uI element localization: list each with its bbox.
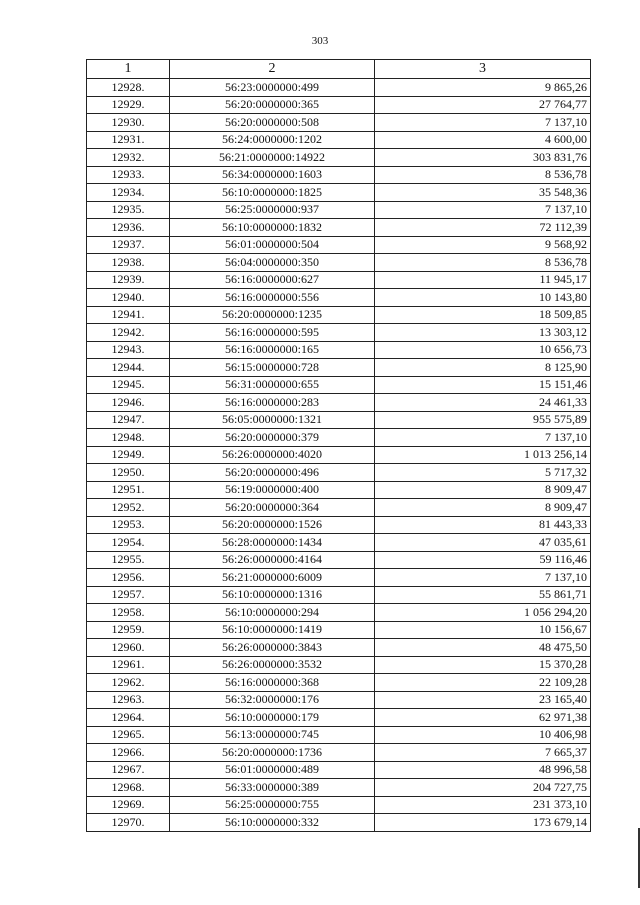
table-row [87, 674, 591, 692]
row-number-cell: 12939. [87, 271, 170, 289]
table-row [87, 796, 591, 814]
row-number-cell: 12947. [87, 411, 170, 429]
table-row [87, 306, 591, 324]
value-cell: 955 575,89 [375, 411, 591, 429]
table-row [87, 324, 591, 342]
cadastral-number-cell: 56:20:0000000:1235 [170, 306, 375, 324]
row-number-cell: 12955. [87, 551, 170, 569]
cadastral-number-cell: 56:20:0000000:364 [170, 499, 375, 517]
row-number-cell: 12934. [87, 184, 170, 202]
table-row [87, 114, 591, 132]
table-row [87, 359, 591, 377]
row-number-cell: 12957. [87, 586, 170, 604]
column-header-1: 1 [87, 60, 170, 79]
table-header [87, 60, 591, 79]
table-row [87, 639, 591, 657]
cadastral-number-cell: 56:20:0000000:496 [170, 464, 375, 482]
table-row [87, 149, 591, 167]
row-number-cell: 12965. [87, 726, 170, 744]
value-cell: 7 137,10 [375, 569, 591, 587]
cadastral-number-cell: 56:01:0000000:489 [170, 761, 375, 779]
value-cell: 7 137,10 [375, 429, 591, 447]
value-cell: 62 971,38 [375, 709, 591, 727]
row-number-cell: 12950. [87, 464, 170, 482]
cadastral-number-cell: 56:16:0000000:556 [170, 289, 375, 307]
table-row [87, 271, 591, 289]
value-cell: 8 536,78 [375, 166, 591, 184]
table-row [87, 551, 591, 569]
value-cell: 7 665,37 [375, 744, 591, 762]
value-cell: 303 831,76 [375, 149, 591, 167]
value-cell: 27 764,77 [375, 96, 591, 114]
cadastral-number-cell: 56:16:0000000:368 [170, 674, 375, 692]
cadastral-number-cell: 56:23:0000000:499 [170, 79, 375, 97]
row-number-cell: 12951. [87, 481, 170, 499]
cadastral-number-cell: 56:15:0000000:728 [170, 359, 375, 377]
value-cell: 48 996,58 [375, 761, 591, 779]
value-cell: 4 600,00 [375, 131, 591, 149]
table-row [87, 254, 591, 272]
cadastral-number-cell: 56:16:0000000:627 [170, 271, 375, 289]
table-row [87, 411, 591, 429]
cadastral-number-cell: 56:20:0000000:508 [170, 114, 375, 132]
row-number-cell: 12952. [87, 499, 170, 517]
cadastral-number-cell: 56:31:0000000:655 [170, 376, 375, 394]
row-number-cell: 12929. [87, 96, 170, 114]
table-row [87, 761, 591, 779]
value-cell: 59 116,46 [375, 551, 591, 569]
cadastral-number-cell: 56:16:0000000:283 [170, 394, 375, 412]
row-number-cell: 12933. [87, 166, 170, 184]
cadastral-number-cell: 56:25:0000000:937 [170, 201, 375, 219]
cadastral-number-cell: 56:25:0000000:755 [170, 796, 375, 814]
row-number-cell: 12959. [87, 621, 170, 639]
cadastral-number-cell: 56:20:0000000:1526 [170, 516, 375, 534]
row-number-cell: 12948. [87, 429, 170, 447]
row-number-cell: 12938. [87, 254, 170, 272]
value-cell: 22 109,28 [375, 674, 591, 692]
table-row [87, 569, 591, 587]
row-number-cell: 12970. [87, 814, 170, 832]
column-header-2: 2 [170, 60, 375, 79]
table-row [87, 289, 591, 307]
row-number-cell: 12968. [87, 779, 170, 797]
table-row [87, 481, 591, 499]
row-number-cell: 12941. [87, 306, 170, 324]
cadastral-number-cell: 56:04:0000000:350 [170, 254, 375, 272]
table-body [87, 79, 591, 832]
value-cell: 1 056 294,20 [375, 604, 591, 622]
value-cell: 204 727,75 [375, 779, 591, 797]
table-row [87, 464, 591, 482]
cadastral-number-cell: 56:20:0000000:365 [170, 96, 375, 114]
row-number-cell: 12956. [87, 569, 170, 587]
cadastral-number-cell: 56:10:0000000:179 [170, 709, 375, 727]
table-row [87, 341, 591, 359]
value-cell: 7 137,10 [375, 201, 591, 219]
cadastral-number-cell: 56:10:0000000:294 [170, 604, 375, 622]
value-cell: 231 373,10 [375, 796, 591, 814]
row-number-cell: 12967. [87, 761, 170, 779]
page-number: 303 [311, 35, 329, 47]
row-number-cell: 12937. [87, 236, 170, 254]
cadastral-number-cell: 56:10:0000000:332 [170, 814, 375, 832]
header-row [87, 60, 591, 79]
row-number-cell: 12964. [87, 709, 170, 727]
value-cell: 18 509,85 [375, 306, 591, 324]
value-cell: 8 536,78 [375, 254, 591, 272]
table-row [87, 604, 591, 622]
value-cell: 173 679,14 [375, 814, 591, 832]
row-number-cell: 12962. [87, 674, 170, 692]
value-cell: 35 548,36 [375, 184, 591, 202]
value-cell: 1 013 256,14 [375, 446, 591, 464]
cadastral-number-cell: 56:05:0000000:1321 [170, 411, 375, 429]
row-number-cell: 12963. [87, 691, 170, 709]
registry-table [86, 59, 591, 832]
value-cell: 8 909,47 [375, 499, 591, 517]
cadastral-number-cell: 56:13:0000000:745 [170, 726, 375, 744]
table-row [87, 779, 591, 797]
table-row [87, 236, 591, 254]
table-row [87, 499, 591, 517]
row-number-cell: 12936. [87, 219, 170, 237]
cadastral-number-cell: 56:34:0000000:1603 [170, 166, 375, 184]
row-number-cell: 12960. [87, 639, 170, 657]
value-cell: 9 865,26 [375, 79, 591, 97]
row-number-cell: 12935. [87, 201, 170, 219]
cadastral-number-cell: 56:24:0000000:1202 [170, 131, 375, 149]
value-cell: 55 861,71 [375, 586, 591, 604]
value-cell: 9 568,92 [375, 236, 591, 254]
row-number-cell: 12958. [87, 604, 170, 622]
value-cell: 5 717,32 [375, 464, 591, 482]
value-cell: 48 475,50 [375, 639, 591, 657]
cadastral-number-cell: 56:26:0000000:3532 [170, 656, 375, 674]
table-row [87, 534, 591, 552]
cadastral-number-cell: 56:10:0000000:1419 [170, 621, 375, 639]
table-row [87, 656, 591, 674]
table-row [87, 709, 591, 727]
value-cell: 15 151,46 [375, 376, 591, 394]
row-number-cell: 12930. [87, 114, 170, 132]
table-row [87, 376, 591, 394]
row-number-cell: 12931. [87, 131, 170, 149]
table-row [87, 219, 591, 237]
value-cell: 10 156,67 [375, 621, 591, 639]
row-number-cell: 12966. [87, 744, 170, 762]
cadastral-number-cell: 56:21:0000000:6009 [170, 569, 375, 587]
table-row [87, 691, 591, 709]
cadastral-number-cell: 56:10:0000000:1825 [170, 184, 375, 202]
row-number-cell: 12961. [87, 656, 170, 674]
table-row [87, 394, 591, 412]
cadastral-number-cell: 56:26:0000000:4164 [170, 551, 375, 569]
table-row [87, 201, 591, 219]
cadastral-number-cell: 56:16:0000000:595 [170, 324, 375, 342]
value-cell: 81 443,33 [375, 516, 591, 534]
value-cell: 13 303,12 [375, 324, 591, 342]
cadastral-number-cell: 56:26:0000000:4020 [170, 446, 375, 464]
row-number-cell: 12944. [87, 359, 170, 377]
table-row [87, 744, 591, 762]
row-number-cell: 12969. [87, 796, 170, 814]
value-cell: 8 125,90 [375, 359, 591, 377]
column-header-3: 3 [375, 60, 591, 79]
cadastral-number-cell: 56:01:0000000:504 [170, 236, 375, 254]
value-cell: 10 656,73 [375, 341, 591, 359]
row-number-cell: 12945. [87, 376, 170, 394]
value-cell: 11 945,17 [375, 271, 591, 289]
table-row [87, 586, 591, 604]
value-cell: 24 461,33 [375, 394, 591, 412]
row-number-cell: 12928. [87, 79, 170, 97]
cadastral-number-cell: 56:10:0000000:1316 [170, 586, 375, 604]
cadastral-number-cell: 56:33:0000000:389 [170, 779, 375, 797]
row-number-cell: 12946. [87, 394, 170, 412]
row-number-cell: 12943. [87, 341, 170, 359]
table-row [87, 184, 591, 202]
row-number-cell: 12932. [87, 149, 170, 167]
cadastral-number-cell: 56:26:0000000:3843 [170, 639, 375, 657]
cadastral-number-cell: 56:20:0000000:379 [170, 429, 375, 447]
table-row [87, 446, 591, 464]
table-row [87, 166, 591, 184]
row-number-cell: 12953. [87, 516, 170, 534]
cadastral-number-cell: 56:28:0000000:1434 [170, 534, 375, 552]
table-row [87, 131, 591, 149]
value-cell: 47 035,61 [375, 534, 591, 552]
table-row [87, 429, 591, 447]
cadastral-number-cell: 56:16:0000000:165 [170, 341, 375, 359]
table-row [87, 621, 591, 639]
cadastral-number-cell: 56:19:0000000:400 [170, 481, 375, 499]
value-cell: 72 112,39 [375, 219, 591, 237]
row-number-cell: 12949. [87, 446, 170, 464]
value-cell: 10 406,98 [375, 726, 591, 744]
cadastral-number-cell: 56:10:0000000:1832 [170, 219, 375, 237]
cadastral-number-cell: 56:32:0000000:176 [170, 691, 375, 709]
table-row [87, 96, 591, 114]
cadastral-number-cell: 56:20:0000000:1736 [170, 744, 375, 762]
table-row [87, 79, 591, 97]
cadastral-number-cell: 56:21:0000000:14922 [170, 149, 375, 167]
row-number-cell: 12940. [87, 289, 170, 307]
table-row [87, 726, 591, 744]
value-cell: 8 909,47 [375, 481, 591, 499]
value-cell: 7 137,10 [375, 114, 591, 132]
table-row [87, 814, 591, 832]
value-cell: 23 165,40 [375, 691, 591, 709]
row-number-cell: 12942. [87, 324, 170, 342]
value-cell: 10 143,80 [375, 289, 591, 307]
table-row [87, 516, 591, 534]
value-cell: 15 370,28 [375, 656, 591, 674]
row-number-cell: 12954. [87, 534, 170, 552]
